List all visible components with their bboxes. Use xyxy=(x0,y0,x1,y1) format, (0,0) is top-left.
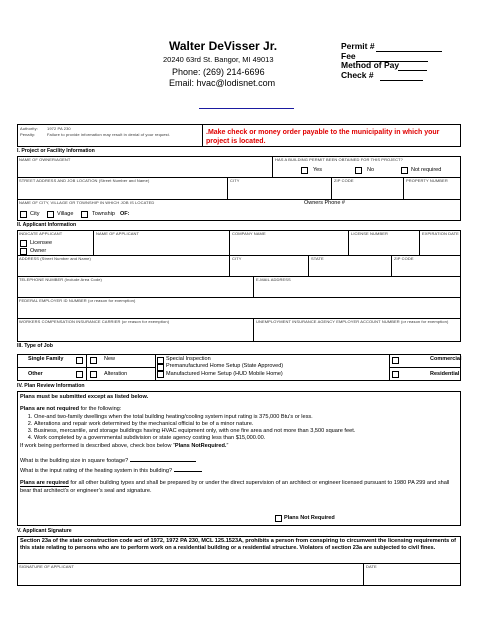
email-field[interactable] xyxy=(256,284,458,295)
penalty-value: Failure to provide information may result in denial of your request. xyxy=(47,132,171,137)
municipality-city-label: City xyxy=(30,211,40,217)
manufactured-checkbox[interactable] xyxy=(157,371,164,378)
applicant-address-label: ADDRESS (Street Number and Name) xyxy=(19,256,91,261)
job-zip-label: ZIP CODE xyxy=(334,178,354,183)
owners-phone-label: Owners Phone # xyxy=(304,200,345,206)
exemption-item: 4. Work completed by a governmental subdivision or state agency costing less than $15,000.00. xyxy=(34,435,456,442)
unemployment-field[interactable] xyxy=(256,326,458,340)
owner-agent-label: NAME OF OWNER/AGENT xyxy=(19,157,71,162)
permit-no-checkbox[interactable] xyxy=(355,167,362,174)
check-number-field[interactable] xyxy=(380,80,423,81)
permit-not-required-label: Not required xyxy=(411,167,442,173)
input-rating-question xyxy=(20,465,456,475)
section-2-title: II. Applicant Information xyxy=(17,222,77,228)
exemption-item: 1. One-and two-family dwellings when the total building heating/cooling system input rating is 375,000 Btu's or less. xyxy=(34,414,456,421)
circumvention-statement: Section 23a of the state construction code act of 1972, 1972 PA 230, MCL 125.1523A, prohibits a person from conspiring to circumvent the licensing requirements of this state relating to persons who are to perform work on a residential building or a residential structure. Violators of section 23a are subjected to civil fines. xyxy=(20,538,457,552)
applicant-zip-field[interactable] xyxy=(394,263,458,274)
single-family-label: Single Family xyxy=(28,356,64,362)
permit-yes-label: Yes xyxy=(313,167,322,173)
workers-comp-field[interactable] xyxy=(19,326,250,340)
signature-field[interactable] xyxy=(19,571,360,584)
applicant-licensee-checkbox[interactable] xyxy=(20,240,27,247)
plans-not-required-intro xyxy=(20,406,456,413)
plans-not-required-bold: Plans are not required xyxy=(20,406,80,413)
plans-not-required-rest: for the following: xyxy=(79,406,122,413)
permit-field[interactable] xyxy=(376,51,442,52)
method-of-pay-field[interactable] xyxy=(398,70,427,71)
plans-required-rest: for all other building types and shall be prepared by or under the direct supervision of an architect or engineer licensed pursuant to 1980 PA 299 and shall bear that architect’s or engineer’s seal and signature. xyxy=(20,480,450,494)
date-label: DATE xyxy=(366,564,377,569)
plans-not-required-label: Plans Not Required xyxy=(284,515,335,521)
section-4-title: IV. Plan Review Information xyxy=(17,383,85,389)
property-number-label: PROPERTY NUMBER xyxy=(406,178,448,183)
street-address-label: STREET ADDRESS AND JOB LOCATION (Street Number and Name) xyxy=(19,178,150,183)
applicant-state-field[interactable] xyxy=(311,263,388,274)
plans-must-be-submitted: Plans must be submitted except as listed below. xyxy=(20,394,149,400)
single-family-checkbox[interactable] xyxy=(76,357,83,364)
municipality-township-label: Township xyxy=(92,211,115,217)
signature-label: SIGNATURE OF APPLICANT xyxy=(19,564,75,569)
penalty-label: Penalty: xyxy=(20,132,36,137)
exemption-list xyxy=(20,414,456,443)
if-work-described xyxy=(20,443,456,450)
building-permit-question: HAS A BUILDING PERMIT BEEN OBTAINED FOR THIS PROJECT? xyxy=(275,157,403,162)
applicant-city-label: CITY xyxy=(232,256,242,261)
contractor-name: Walter DeVisser Jr. xyxy=(169,39,278,53)
municipality-of-label: OF: xyxy=(120,211,130,217)
contractor-phone: Phone: (269) 214-6696 xyxy=(172,67,265,77)
applicant-address-field[interactable] xyxy=(19,263,226,274)
property-number-field[interactable] xyxy=(406,185,458,197)
applicant-licensee-label: Licensee xyxy=(30,240,53,246)
date-field[interactable] xyxy=(366,571,458,584)
exemption-item: 2. Alterations and repair work determined by the mechanical official to be of a minor nature. xyxy=(34,421,456,428)
fein-label: FEDERAL EMPLOYER ID NUMBER (or reason for exemption) xyxy=(19,298,136,303)
other-label: Other xyxy=(28,371,43,377)
fee-label: Fee xyxy=(341,51,356,61)
if-work-bold: Plans NotRequired. xyxy=(174,442,227,449)
section-3-title: III. Type of Job xyxy=(17,343,53,349)
premanufactured-checkbox[interactable] xyxy=(157,364,164,371)
municipality-township-checkbox[interactable] xyxy=(81,211,88,218)
new-checkbox[interactable] xyxy=(90,357,97,364)
license-number-label: LICENSE NUMBER xyxy=(351,231,388,236)
municipality-label: NAME OF CITY, VILLAGE OR TOWNSHIP IN WHICH JOB IS LOCATED xyxy=(19,200,155,205)
section-1-title: I. Project or Facility Information xyxy=(17,148,95,154)
company-name-label: COMPANY NAME xyxy=(232,231,266,236)
municipality-name-field[interactable] xyxy=(134,209,294,219)
indicate-applicant-label: INDICATE APPLICANT xyxy=(19,231,63,236)
commercial-checkbox[interactable] xyxy=(392,357,399,364)
plan-review-content xyxy=(20,394,456,495)
building-size-field[interactable] xyxy=(130,455,196,462)
fein-field[interactable] xyxy=(19,305,458,316)
check-number-label: Check # xyxy=(341,70,374,80)
authority-label: Authority: xyxy=(20,126,38,131)
input-rating-label: What is the input rating of the heating system in this building? xyxy=(20,468,173,475)
email-label: E-MAIL ADDRESS xyxy=(256,277,291,282)
unemployment-label: UNEMPLOYMENT INSURANCE AGENCY EMPLOYER ACCOUNT NUMBER (or reason for exemption) xyxy=(256,319,449,324)
applicant-zip-label: ZIP CODE xyxy=(394,256,414,261)
alteration-label: Alteration xyxy=(104,371,128,377)
special-inspection-checkbox[interactable] xyxy=(157,357,164,364)
if-work-close: ” xyxy=(226,442,229,449)
job-city-field[interactable] xyxy=(230,185,328,197)
job-zip-field[interactable] xyxy=(334,185,400,197)
commercial-label: Commercial xyxy=(430,356,462,362)
contractor-email: Email: hvac@lodisnet.com xyxy=(169,78,276,88)
plans-required-bold: Plans are required xyxy=(20,480,69,487)
residential-checkbox[interactable] xyxy=(392,371,399,378)
premanufactured-label: Premanufactured Home Setup (State Approved) xyxy=(166,363,284,369)
applicant-owner-checkbox[interactable] xyxy=(20,248,27,255)
plans-not-required-checkbox[interactable] xyxy=(275,515,282,522)
job-city-label: CITY xyxy=(230,178,240,183)
residential-label: Residential xyxy=(430,371,460,377)
telephone-label: TELEPHONE NUMBER (Include Area Code) xyxy=(19,277,102,282)
contractor-address: 20240 63rd St. Bangor, MI 49013 xyxy=(163,55,274,64)
owner-agent-field[interactable] xyxy=(19,164,269,175)
applicant-name-label: NAME OF APPLICANT xyxy=(96,231,140,236)
input-rating-field[interactable] xyxy=(174,465,202,472)
other-checkbox[interactable] xyxy=(76,371,83,378)
building-size-label: What is the building size in square footage? xyxy=(20,457,129,464)
exemption-item: 3. Business, mercantile, and storage buildings having HVAC equipment only, with one fire area and not more than 3,500 square feet. xyxy=(34,428,456,435)
telephone-field[interactable] xyxy=(19,284,250,295)
plans-required-paragraph xyxy=(20,480,456,495)
permit-label: Permit # xyxy=(341,41,375,51)
special-inspection-label: Special Inspection xyxy=(166,356,211,362)
alteration-checkbox[interactable] xyxy=(90,371,97,378)
permit-not-required-checkbox[interactable] xyxy=(401,167,408,174)
expiration-date-field[interactable] xyxy=(422,238,458,253)
applicant-name-field[interactable] xyxy=(96,238,226,253)
method-of-pay-label: Method of Pay xyxy=(341,60,400,70)
license-number-field[interactable] xyxy=(351,238,416,253)
street-address-field[interactable] xyxy=(19,185,224,197)
municipality-city-checkbox[interactable] xyxy=(20,211,27,218)
applicant-owner-label: Owner xyxy=(30,248,47,254)
company-name-field[interactable] xyxy=(232,238,345,253)
permit-no-label: No xyxy=(367,167,375,173)
workers-comp-label: WORKERS COMPENSATION INSURANCE CARRIER (or reason for exemption) xyxy=(19,319,170,324)
authority-value: 1972 PA 230 xyxy=(47,126,71,131)
permit-yes-checkbox[interactable] xyxy=(301,167,308,174)
payment-notice: .Make check or money order payable to the municipality in which your project is located. xyxy=(206,129,440,145)
section-5-title: V. Applicant Signature xyxy=(17,528,72,534)
municipality-village-checkbox[interactable] xyxy=(47,211,54,218)
municipality-village-label: Village xyxy=(57,211,74,217)
if-work-text: If work being performed is described above, check box below “ xyxy=(20,442,175,449)
expiration-date-label: EXPIRATION DATE xyxy=(422,231,459,236)
applicant-city-field[interactable] xyxy=(232,263,305,274)
owners-phone-field[interactable] xyxy=(355,200,455,208)
building-size-question xyxy=(20,455,456,465)
new-label: New xyxy=(104,356,116,362)
applicant-state-label: STATE xyxy=(311,256,324,261)
manufactured-label: Manufactured Home Setup (HUD Mobile Home) xyxy=(166,371,283,377)
